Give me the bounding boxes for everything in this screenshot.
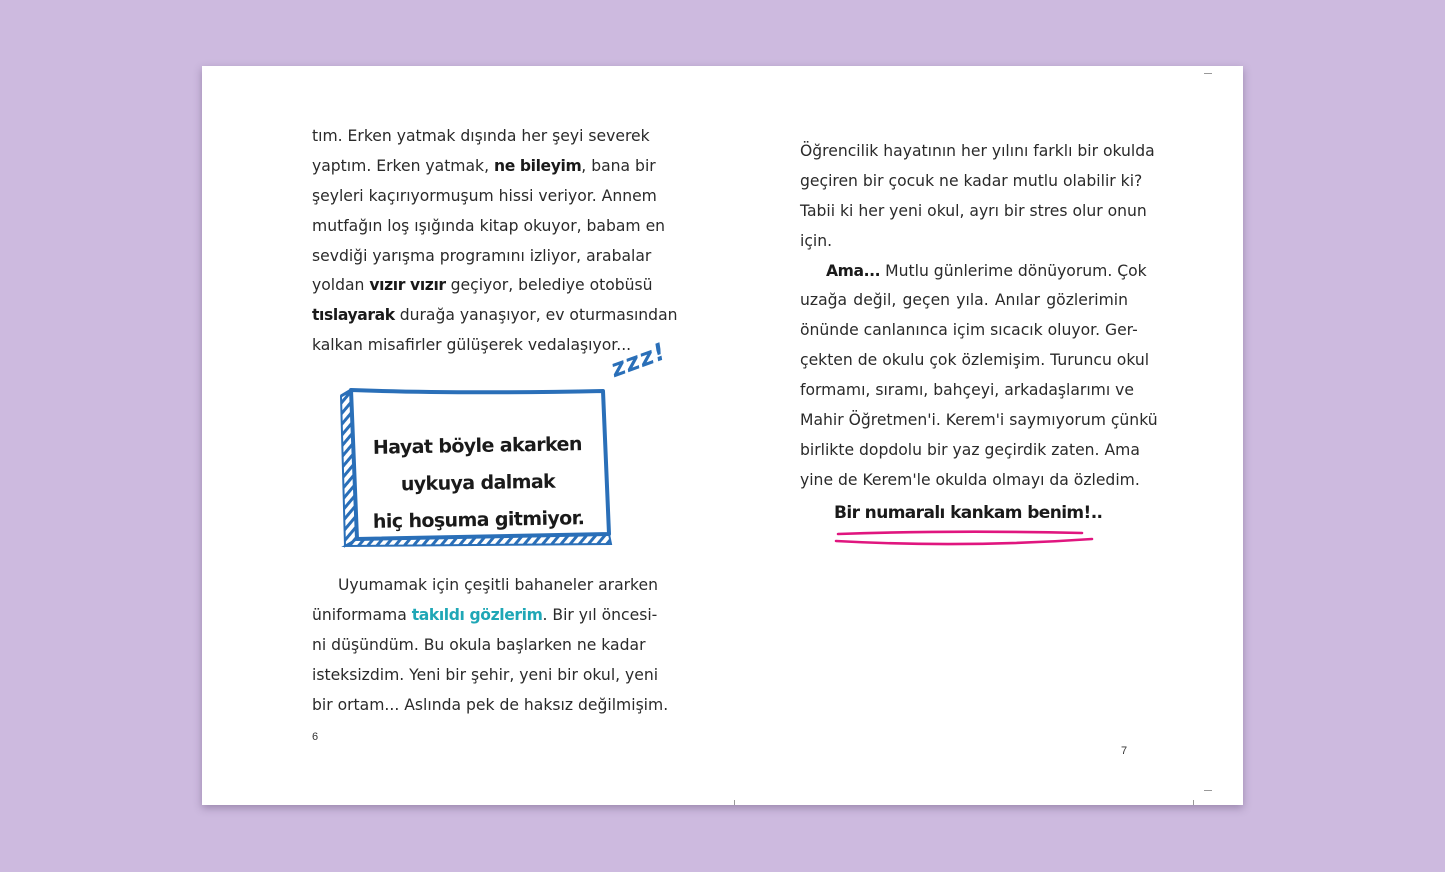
text-line: bir ortam... Aslında pek de haksız değilmişim. <box>312 695 669 714</box>
left-page <box>202 66 734 805</box>
text-line: yoldan vızır vızır geçiyor, belediye otobüsü <box>312 276 653 295</box>
crop-mark <box>1193 800 1194 805</box>
callout-line: uykuya dalmak <box>400 470 556 496</box>
callout-text <box>358 426 598 541</box>
text-line: uzağa değil, geçen yıla. Anılar gözlerimin <box>800 291 1128 310</box>
highlight-heading: Bir numaralı kankam benim!.. <box>834 503 1103 523</box>
text-line: birlikte dopdolu bir yaz geçirdik zaten. Ama <box>800 440 1140 459</box>
text-line: Öğrencilik hayatının her yılını farklı bir okulda <box>800 142 1155 160</box>
text-line: tıslayarak durağa yanaşıyor, ev oturmasından <box>312 306 678 325</box>
crop-mark <box>1204 790 1212 791</box>
text-line: üniformama takıldı gözlerim. Bir yıl öncesi- <box>312 605 658 624</box>
sleep-zzz-icon: zzz! <box>606 337 670 383</box>
crop-mark <box>1204 73 1212 74</box>
text-line: yine de Kerem'le okulda olmayı da özledim. <box>800 470 1140 489</box>
emphasis-text: Ama... <box>826 261 881 280</box>
text-line: önünde canlanınca içim sıcacık oluyor. Ger- <box>800 321 1138 340</box>
callout-line: hiç hoşuma gitmiyor. <box>372 507 585 533</box>
right-page <box>734 66 1243 805</box>
teal-emphasis-text: takıldı gözlerim <box>411 605 543 624</box>
text-line: Mahir Öğretmen'i. Kerem'i saymıyorum çünkü <box>800 411 1158 430</box>
left-paragraph-2 <box>312 571 669 720</box>
callout-line: Hayat böyle akarken <box>372 433 582 459</box>
text-line: ni düşündüm. Bu okula başlarken ne kadar <box>312 635 646 654</box>
text-line: Ama... Mutlu günlerime dönüyorum. Çok <box>826 261 1147 280</box>
right-paragraph-1 <box>800 137 1158 496</box>
pink-underline <box>834 528 1096 550</box>
crop-mark <box>734 800 735 805</box>
page-number: 7 <box>1121 745 1128 757</box>
text-line: Tabii ki her yeni okul, ayrı bir stres olur onun <box>800 201 1147 220</box>
text-line: çekten de okulu çok özlemişim. Turuncu okul <box>800 351 1150 370</box>
emphasis-text: ne bileyim <box>494 156 582 175</box>
callout-box <box>337 384 677 554</box>
text-line: için. <box>800 231 833 250</box>
emphasis-text: tıslayarak <box>312 306 395 325</box>
text-line: mutfağın loş ışığında kitap okuyor, babam en <box>312 216 666 235</box>
emphasis-text: vızır vızır <box>369 276 446 295</box>
text-line: tım. Erken yatmak dışında her şeyi severek <box>312 127 650 145</box>
text-line: kalkan misafirler gülüşerek vedalaşıyor... <box>312 336 632 355</box>
text-line: formamı, sıramı, bahçeyi, arkadaşlarımı ve <box>800 381 1134 400</box>
text-line: geçiren bir çocuk ne kadar mutlu olabilir ki? <box>800 171 1143 190</box>
text-line: Uyumamak için çeşitli bahaneler ararken <box>338 576 658 594</box>
text-line: şeyleri kaçırıyormuşum hissi veriyor. Annem <box>312 186 657 205</box>
text-line: sevdiği yarışma programını izliyor, arabalar <box>312 246 652 265</box>
text-line: yaptım. Erken yatmak, ne bileyim, bana bir <box>312 156 656 175</box>
text-line: isteksizdim. Yeni bir şehir, yeni bir okul, yeni <box>312 665 659 684</box>
book-spread <box>202 66 1243 805</box>
page-number: 6 <box>312 731 319 743</box>
